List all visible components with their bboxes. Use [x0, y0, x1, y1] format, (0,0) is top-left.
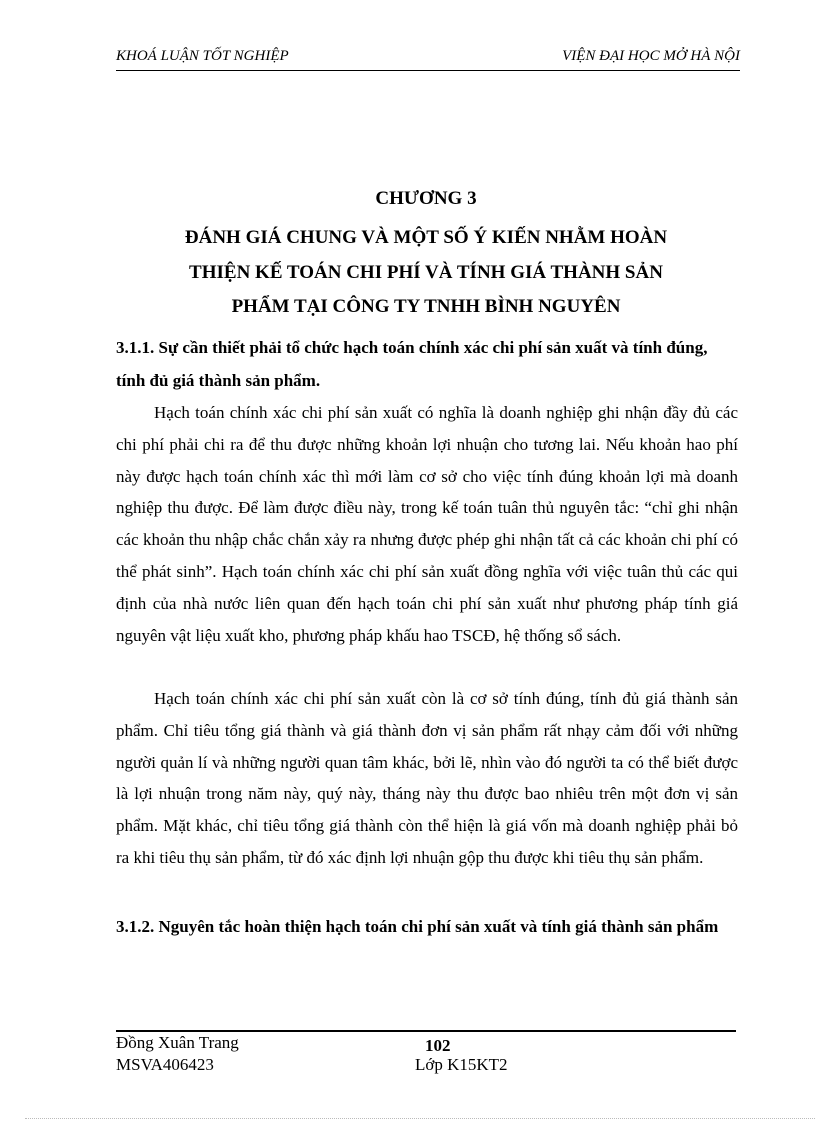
header-right-text: VIỆN ĐẠI HỌC MỞ HÀ NỘI	[562, 48, 740, 64]
chapter-title-line-1: ĐÁNH GIÁ CHUNG VÀ MỘT SỐ Ý KIẾN NHẰM HOÀN	[184, 227, 668, 248]
footer-page-number: 102	[425, 1036, 451, 1055]
scan-edge-divider	[25, 1118, 815, 1119]
chapter-title-line-2: THIỆN KẾ TOÁN CHI PHÍ VÀ TÍNH GIÁ THÀNH SẢN	[189, 262, 663, 283]
chapter-number: CHƯƠNG 3	[375, 188, 477, 209]
body-paragraph-1: Hạch toán chính xác chi phí sản xuất có nghĩa là doanh nghiệp ghi nhận đầy đủ các chi phí phải chi ra để thu được những khoản lợi nhuận cho tương lai. Nếu khoản hao phí này được hạch toán chính xác thì mới làm cơ sở cho việc tính đúng khoản lợi mà doanh nghiệp thu được. Để làm được điều này, trong kế toán tuân thủ nguyên tắc: “chỉ ghi nhận các khoản thu nhập chắc chắn xảy ra nhưng được phép ghi nhận tất cả các khoản chi phí có thể phát sinh”. Hạch toán chính xác chi phí sản xuất đồng nghĩa với việc tuân thủ các qui định của nhà nước liên quan đến hạch toán chi phí sản xuất như phương pháp tính giá nguyên vật liệu xuất kho, phương pháp khấu hao TSCĐ, hệ thống sổ sách.	[116, 403, 738, 645]
header-left-text: KHOÁ LUẬN TỐT NGHIỆP	[116, 48, 289, 64]
footer-student-id: MSVA406423	[116, 1055, 214, 1074]
footer-rule	[116, 1030, 736, 1032]
section-heading-3-1-2: 3.1.2. Nguyên tắc hoàn thiện hạch toán chi phí sản xuất và tính giá thành sản phẩm	[116, 917, 719, 936]
footer-class: Lớp K15KT2	[415, 1055, 508, 1074]
section-heading-3-1-1: 3.1.1. Sự cần thiết phải tổ chức hạch toán chính xác chi phí sản xuất và tính đúng, tính đủ giá thành sản phẩm.	[116, 338, 708, 390]
chapter-title-line-3: PHẨM TẠI CÔNG TY TNHH BÌNH NGUYÊN	[231, 296, 621, 317]
body-paragraph-2: Hạch toán chính xác chi phí sản xuất còn là cơ sở tính đúng, tính đủ giá thành sản phẩm. Chỉ tiêu tổng giá thành và giá thành đơn vị sản phẩm rất nhạy cảm đối với những người quản lí và những người quan tâm khác, bởi lẽ, nhìn vào đó người ta có thể biết được là lợi nhuận trong năm này, quý này, tháng này thu được bao nhiêu trên một đơn vị sản phẩm. Mặt khác, chỉ tiêu tổng giá thành còn thể hiện là giá vốn mà doanh nghiệp phải bỏ ra khi tiêu thụ sản phẩm, từ đó xác định lợi nhuận gộp thu được khi tiêu thụ sản phẩm.	[116, 689, 738, 867]
footer-author: Đồng Xuân Trang	[116, 1033, 239, 1052]
page-header	[116, 46, 740, 71]
